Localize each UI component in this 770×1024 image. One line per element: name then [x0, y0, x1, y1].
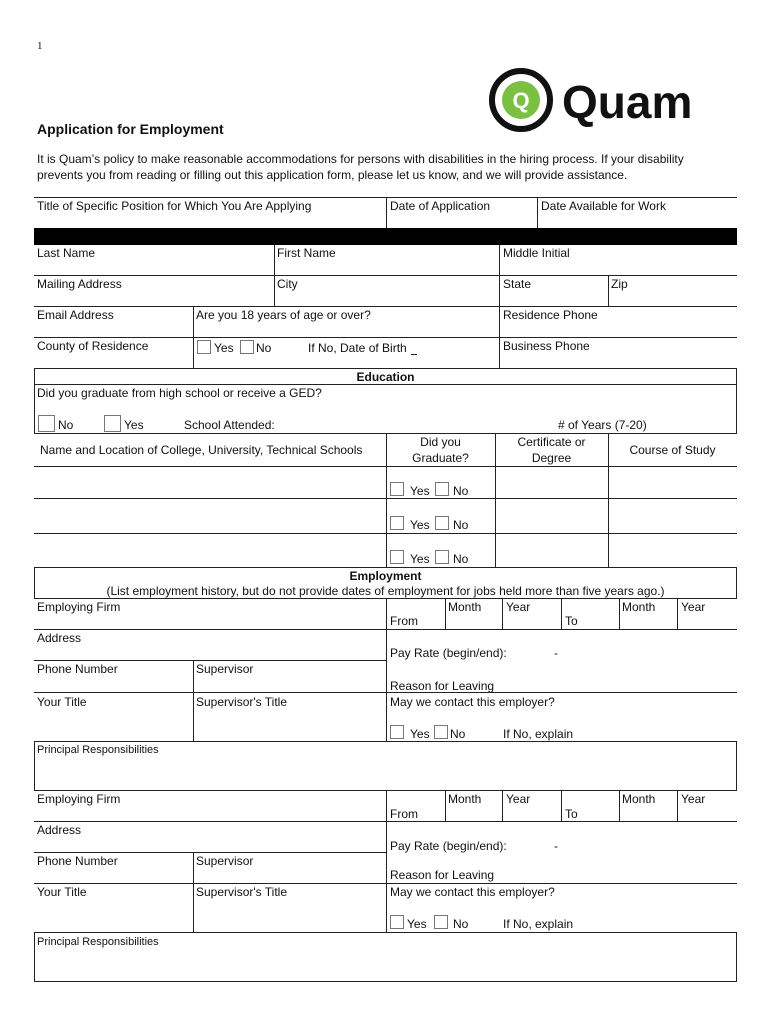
zip-label: Zip	[611, 277, 628, 291]
emp2-if-no-label: If No, explain	[503, 917, 574, 931]
grad-question-label: Did you graduate from high school or receive a GED?	[37, 386, 322, 400]
edu-row3-no-label: No	[453, 552, 469, 566]
intro-line-2: prevents you from reading or filling out this application form, please let us know, and we will provide assistance.	[37, 168, 628, 182]
emp2-from-month-label: Month	[448, 792, 482, 806]
col-course-of-study: Course of Study	[629, 443, 716, 457]
age-yes-label: Yes	[214, 341, 234, 355]
emp1-phone-label: Phone Number	[37, 662, 118, 676]
emp2-to-label: To	[565, 807, 578, 821]
emp1-pay-rate-dash: -	[554, 646, 558, 660]
emp2-reason-label: Reason for Leaving	[390, 868, 495, 882]
emp1-contact-no-label: No	[450, 727, 466, 741]
position-title-label: Title of Specific Position for Which You Are Applying	[37, 199, 312, 213]
col-certificate-line1: Certificate or	[517, 435, 586, 449]
first-name-label: First Name	[277, 246, 336, 260]
emp2-to-month-label: Month	[622, 792, 656, 806]
emp1-may-contact-label: May we contact this employer?	[390, 695, 555, 709]
col-graduate-line1: Did you	[420, 435, 461, 449]
emp2-contact-yes-label: Yes	[407, 917, 427, 931]
col-certificate-line2: Degree	[531, 451, 572, 465]
state-label: State	[503, 277, 532, 291]
education-header: Education	[356, 370, 415, 384]
emp1-from-label: From	[390, 614, 418, 628]
date-of-application-label: Date of Application	[390, 199, 491, 213]
page-number: 1	[37, 40, 43, 52]
emp2-contact-yes-checkbox[interactable]	[390, 915, 404, 929]
svg-text:Q: Q	[512, 88, 530, 113]
residence-phone-label: Residence Phone	[503, 308, 598, 322]
emp1-principal-label: Principal Responsibilities	[37, 744, 159, 756]
emp1-your-title-label: Your Title	[37, 695, 87, 709]
emp2-contact-no-checkbox[interactable]	[434, 915, 448, 929]
emp1-if-no-label: If No, explain	[503, 727, 574, 741]
hs-yes-label: Yes	[124, 418, 144, 432]
emp1-to-month-label: Month	[622, 600, 656, 614]
intro-line-1: It is Quam’s policy to make reasonable accommodations for persons with disabilities in the hiring process. If your disability	[37, 152, 684, 166]
emp1-from-month-label: Month	[448, 600, 482, 614]
emp2-contact-no-label: No	[453, 917, 469, 931]
email-label: Email Address	[37, 308, 114, 322]
emp1-contact-yes-checkbox[interactable]	[390, 725, 404, 739]
age-no-checkbox[interactable]	[240, 340, 254, 354]
emp1-firm-label: Employing Firm	[37, 600, 121, 614]
emp2-supervisor-title-label: Supervisor's Title	[196, 885, 287, 899]
section-divider-bar	[34, 228, 737, 245]
dob-label: If No, Date of Birth	[308, 341, 407, 355]
hs-yes-checkbox[interactable]	[104, 415, 121, 432]
emp1-contact-no-checkbox[interactable]	[434, 725, 448, 739]
page-title: Application for Employment	[37, 121, 224, 137]
edu-row1-no-checkbox[interactable]	[435, 482, 449, 496]
emp2-pay-rate-dash: -	[554, 839, 558, 853]
emp2-may-contact-label: May we contact this employer?	[390, 885, 555, 899]
emp1-reason-label: Reason for Leaving	[390, 679, 495, 693]
edu-row1-no-label: No	[453, 484, 469, 498]
emp1-address-label: Address	[37, 631, 82, 645]
edu-row3-no-checkbox[interactable]	[435, 550, 449, 564]
edu-row1-yes-label: Yes	[410, 484, 430, 498]
age-no-label: No	[256, 341, 272, 355]
county-label: County of Residence	[37, 339, 149, 353]
col-graduate-line2: Graduate?	[412, 451, 469, 465]
emp1-supervisor-title-label: Supervisor's Title	[196, 695, 287, 709]
emp2-supervisor-label: Supervisor	[196, 854, 254, 868]
age-yes-checkbox[interactable]	[197, 340, 211, 354]
emp2-your-title-label: Your Title	[37, 885, 87, 899]
edu-row2-no-checkbox[interactable]	[435, 516, 449, 530]
hs-no-checkbox[interactable]	[38, 415, 55, 432]
date-available-label: Date Available for Work	[541, 199, 666, 213]
last-name-label: Last Name	[37, 246, 96, 260]
employment-header: Employment	[349, 569, 422, 583]
emp2-firm-label: Employing Firm	[37, 792, 121, 806]
middle-initial-label: Middle Initial	[503, 246, 570, 260]
emp2-pay-rate-label: Pay Rate (begin/end):	[390, 839, 507, 853]
emp1-to-year-label: Year	[681, 600, 706, 614]
school-attended-label: School Attended:	[184, 418, 275, 432]
city-label: City	[277, 277, 298, 291]
col-school-name: Name and Location of College, University, Technical Schools	[40, 443, 363, 457]
emp1-from-year-label: Year	[506, 600, 531, 614]
logo-text: Quam	[562, 76, 693, 128]
business-phone-label: Business Phone	[503, 339, 590, 353]
age-question-label: Are you 18 years of age or over?	[196, 308, 371, 322]
emp2-phone-label: Phone Number	[37, 854, 118, 868]
emp2-to-year-label: Year	[681, 792, 706, 806]
edu-row1-yes-checkbox[interactable]	[390, 482, 404, 496]
emp1-pay-rate-label: Pay Rate (begin/end):	[390, 646, 507, 660]
emp2-principal-label: Principal Responsibilities	[37, 936, 159, 948]
edu-row2-yes-checkbox[interactable]	[390, 516, 404, 530]
emp2-from-label: From	[390, 807, 418, 821]
quam-logo	[488, 66, 723, 134]
emp2-address-label: Address	[37, 823, 82, 837]
years-label: # of Years (7-20)	[558, 418, 647, 432]
edu-row3-yes-checkbox[interactable]	[390, 550, 404, 564]
emp1-contact-yes-label: Yes	[410, 727, 430, 741]
employment-subheader: (List employment history, but do not provide dates of employment for jobs held more than five years ago.)	[106, 584, 665, 598]
emp1-supervisor-label: Supervisor	[196, 662, 254, 676]
emp2-from-year-label: Year	[506, 792, 531, 806]
edu-row3-yes-label: Yes	[410, 552, 430, 566]
edu-row2-no-label: No	[453, 518, 469, 532]
emp1-to-label: To	[565, 614, 578, 628]
mailing-address-label: Mailing Address	[37, 277, 122, 291]
hs-no-label: No	[58, 418, 74, 432]
edu-row2-yes-label: Yes	[410, 518, 430, 532]
